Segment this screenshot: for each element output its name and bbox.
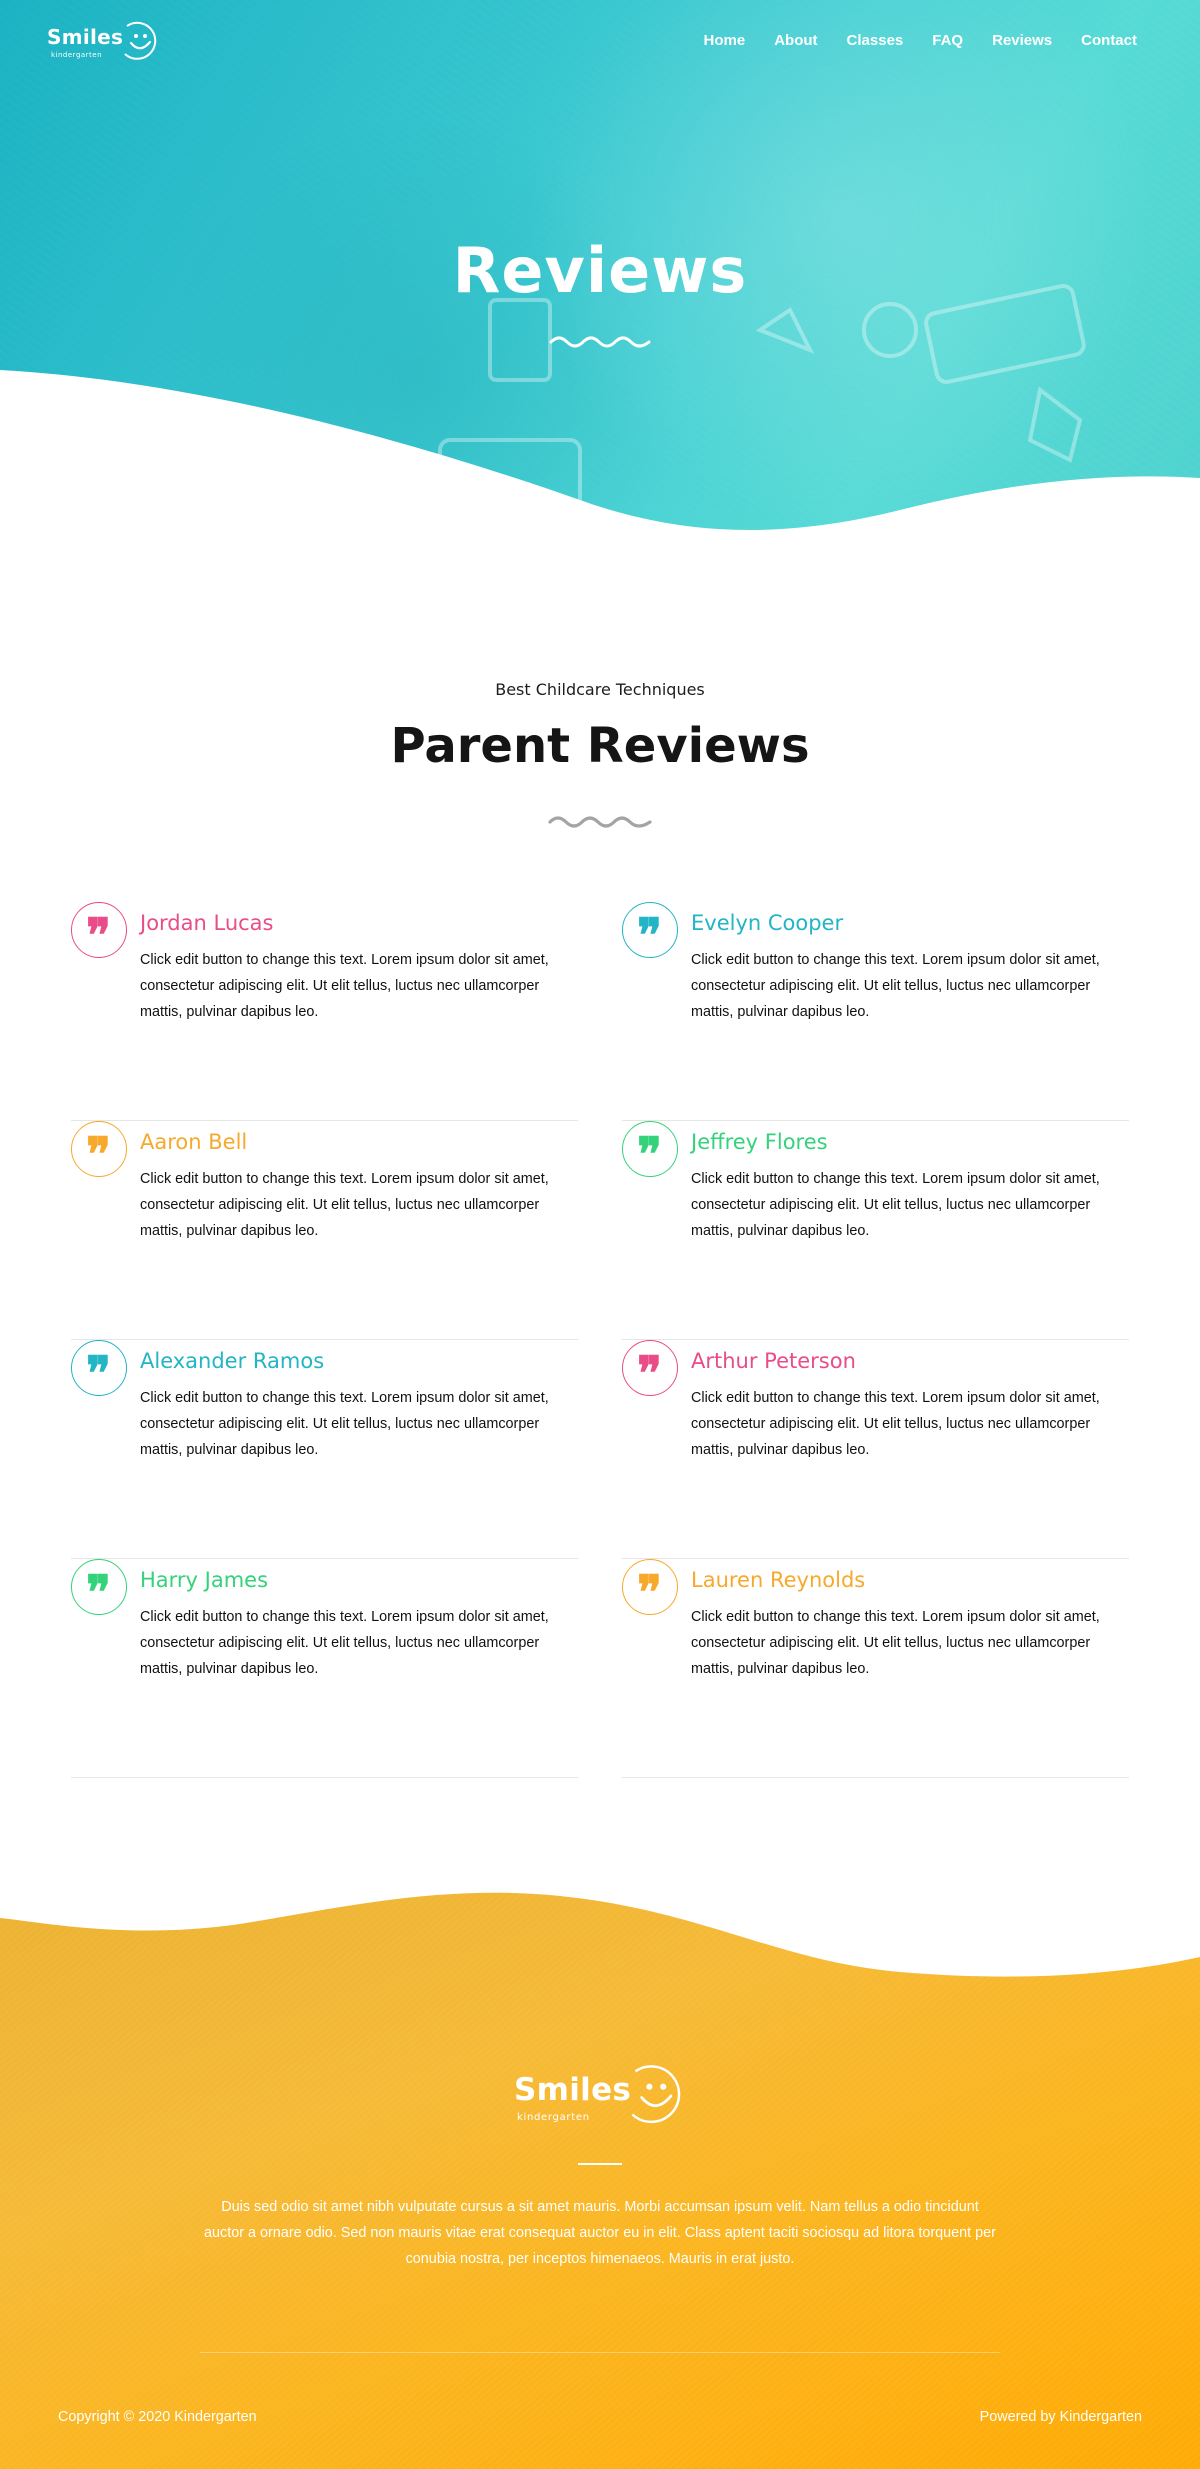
review-card	[71, 902, 578, 1121]
footer-wave	[0, 1880, 1200, 1990]
reviewer-name: Lauren Reynolds	[691, 1568, 866, 1592]
page-title: Reviews	[452, 234, 748, 307]
quote-icon: ❞	[622, 1340, 678, 1396]
review-card	[622, 902, 1129, 1121]
reviewer-name: Arthur Peterson	[691, 1349, 856, 1373]
quote-icon: ❞	[622, 902, 678, 958]
review-card	[71, 1121, 578, 1340]
footer-description: Duis sed odio sit amet nibh vulputate cursus a sit amet mauris. Morbi accumsan ipsum velit. Nam tellus a odio tincidunt auctor a ornare odio. Sed non mauris vitae erat consequat auctor eu in elit. Class aptent taciti sociosqu ad litora torquent per conubia nostra, per inceptos himenaeos. Mauris in erat justo.	[204, 2199, 996, 2267]
review-text: Click edit button to change this text. Lorem ipsum dolor sit amet, consectetur adipiscing elit. Ut elit tellus, luctus nec ullamcorper mattis, pulvinar dapibus leo.	[691, 1609, 1100, 1677]
main-menu	[704, 32, 1137, 49]
section-kicker: Best Childcare Techniques	[495, 680, 705, 699]
review-text: Click edit button to change this text. Lorem ipsum dolor sit amet, consectetur adipiscing elit. Ut elit tellus, luctus nec ullamcorper mattis, pulvinar dapibus leo.	[140, 1609, 549, 1677]
section-title: Parent Reviews	[390, 718, 810, 774]
reviewer-name: Jeffrey Flores	[691, 1130, 828, 1154]
footer-divider	[200, 2352, 1000, 2353]
review-text: Click edit button to change this text. Lorem ipsum dolor sit amet, consectetur adipiscing elit. Ut elit tellus, luctus nec ullamcorper mattis, pulvinar dapibus leo.	[691, 952, 1100, 1020]
reviewer-name: Alexander Ramos	[140, 1349, 325, 1373]
nav-about[interactable]: About	[774, 32, 818, 49]
quote-icon: ❞	[71, 1559, 127, 1615]
reviewer-name: Aaron Bell	[140, 1130, 248, 1154]
nav-contact[interactable]: Contact	[1081, 32, 1137, 49]
logo-tagline: kindergarten	[517, 2112, 590, 2123]
review-card	[622, 1340, 1129, 1559]
review-card	[71, 1340, 578, 1559]
reviewer-name: Harry James	[140, 1568, 269, 1592]
top-nav	[0, 0, 1200, 84]
review-card	[622, 1559, 1129, 1778]
site-logo[interactable]	[47, 18, 159, 70]
logo-tagline: kindergarten	[51, 51, 103, 59]
quote-icon: ❞	[71, 902, 127, 958]
logo-word: Smiles	[514, 2072, 632, 2108]
review-card	[622, 1121, 1129, 1340]
smiley-face-icon	[119, 18, 159, 66]
review-card	[71, 1559, 578, 1778]
reviewer-name: Evelyn Cooper	[691, 911, 844, 935]
quote-icon: ❞	[71, 1340, 127, 1396]
footer	[0, 1880, 1200, 2469]
quote-icon: ❞	[622, 1559, 678, 1615]
squiggle-divider-icon	[548, 332, 652, 352]
copyright-text: Copyright © 2020 Kindergarten	[58, 2409, 257, 2425]
review-text: Click edit button to change this text. Lorem ipsum dolor sit amet, consectetur adipiscing elit. Ut elit tellus, luctus nec ullamcorper mattis, pulvinar dapibus leo.	[140, 1390, 549, 1458]
quote-icon: ❞	[622, 1121, 678, 1177]
footer-divider-short	[578, 2163, 622, 2165]
reviewer-name: Jordan Lucas	[140, 911, 274, 935]
review-text: Click edit button to change this text. Lorem ipsum dolor sit amet, consectetur adipiscing elit. Ut elit tellus, luctus nec ullamcorper mattis, pulvinar dapibus leo.	[691, 1171, 1100, 1239]
logo-word: Smiles	[47, 25, 124, 49]
review-text: Click edit button to change this text. Lorem ipsum dolor sit amet, consectetur adipiscing elit. Ut elit tellus, luctus nec ullamcorper mattis, pulvinar dapibus leo.	[140, 1171, 549, 1239]
nav-home[interactable]: Home	[703, 32, 746, 49]
smiley-face-icon	[622, 2059, 686, 2133]
hero-section	[0, 0, 1200, 540]
nav-faq[interactable]: FAQ	[932, 32, 964, 49]
squiggle-divider-icon	[547, 812, 653, 832]
nav-reviews[interactable]: Reviews	[992, 32, 1053, 49]
review-text: Click edit button to change this text. Lorem ipsum dolor sit amet, consectetur adipiscing elit. Ut elit tellus, luctus nec ullamcorper mattis, pulvinar dapibus leo.	[140, 952, 549, 1020]
review-text: Click edit button to change this text. Lorem ipsum dolor sit amet, consectetur adipiscing elit. Ut elit tellus, luctus nec ullamcorper mattis, pulvinar dapibus leo.	[691, 1390, 1100, 1458]
footer-logo[interactable]	[514, 2054, 686, 2138]
hero-wave	[0, 360, 1200, 540]
nav-classes[interactable]: Classes	[846, 32, 904, 49]
quote-icon: ❞	[71, 1121, 127, 1177]
powered-by-text: Powered by Kindergarten	[979, 2409, 1142, 2425]
